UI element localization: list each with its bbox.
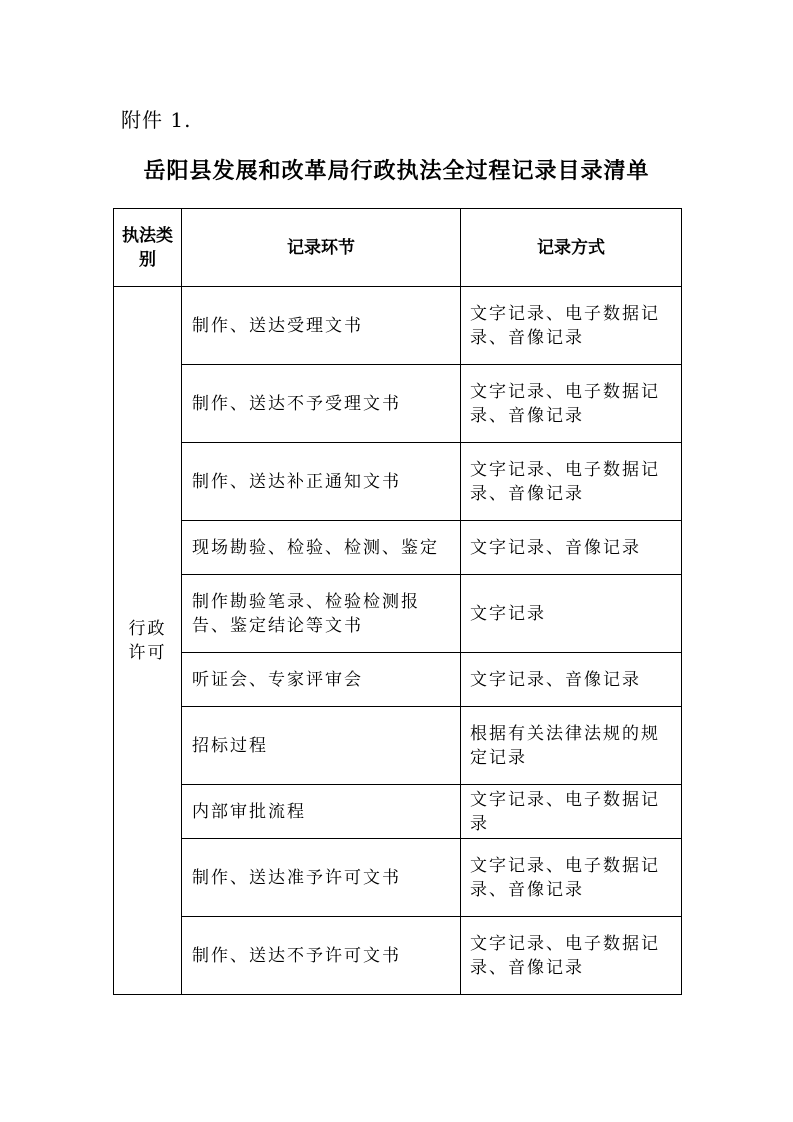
header-method: 记录方式 [461,209,682,287]
table-row [114,521,682,575]
method-cell: 文字记录、电子数据记录、音像记录 [461,365,682,443]
method-cell: 文字记录、音像记录 [461,653,682,707]
table-row [114,365,682,443]
step-cell: 制作、送达准予许可文书 [182,839,461,917]
table-row [114,287,682,365]
method-cell: 文字记录、电子数据记录、音像记录 [461,917,682,995]
table-row [114,839,682,917]
method-cell: 文字记录、电子数据记录、音像记录 [461,287,682,365]
step-cell: 招标过程 [182,707,461,785]
header-category: 执法类别 [114,209,182,287]
header-step: 记录环节 [182,209,461,287]
table-row [114,653,682,707]
method-cell: 文字记录、电子数据记录、音像记录 [461,839,682,917]
step-cell: 制作、送达不予受理文书 [182,365,461,443]
step-cell: 内部审批流程 [182,785,461,839]
method-cell: 文字记录、音像记录 [461,521,682,575]
step-cell: 制作、送达补正通知文书 [182,443,461,521]
table-row [114,575,682,653]
method-cell: 文字记录、电子数据记录 [461,785,682,839]
step-cell: 听证会、专家评审会 [182,653,461,707]
category-cell: 行政许可 [114,287,182,995]
document-title: 岳阳县发展和改革局行政执法全过程记录目录清单 [143,159,650,184]
step-cell: 现场勘验、检验、检测、鉴定 [182,521,461,575]
attachment-label: 附件 1. [121,108,192,132]
record-table [113,208,682,995]
method-cell: 文字记录、电子数据记录、音像记录 [461,443,682,521]
table-row [114,917,682,995]
table-header-row [114,209,682,287]
method-cell: 文字记录 [461,575,682,653]
table-row [114,785,682,839]
step-cell: 制作、送达受理文书 [182,287,461,365]
method-cell: 根据有关法律法规的规定记录 [461,707,682,785]
table-row [114,707,682,785]
step-cell: 制作、送达不予许可文书 [182,917,461,995]
table-row [114,443,682,521]
step-cell: 制作勘验笔录、检验检测报告、鉴定结论等文书 [182,575,461,653]
